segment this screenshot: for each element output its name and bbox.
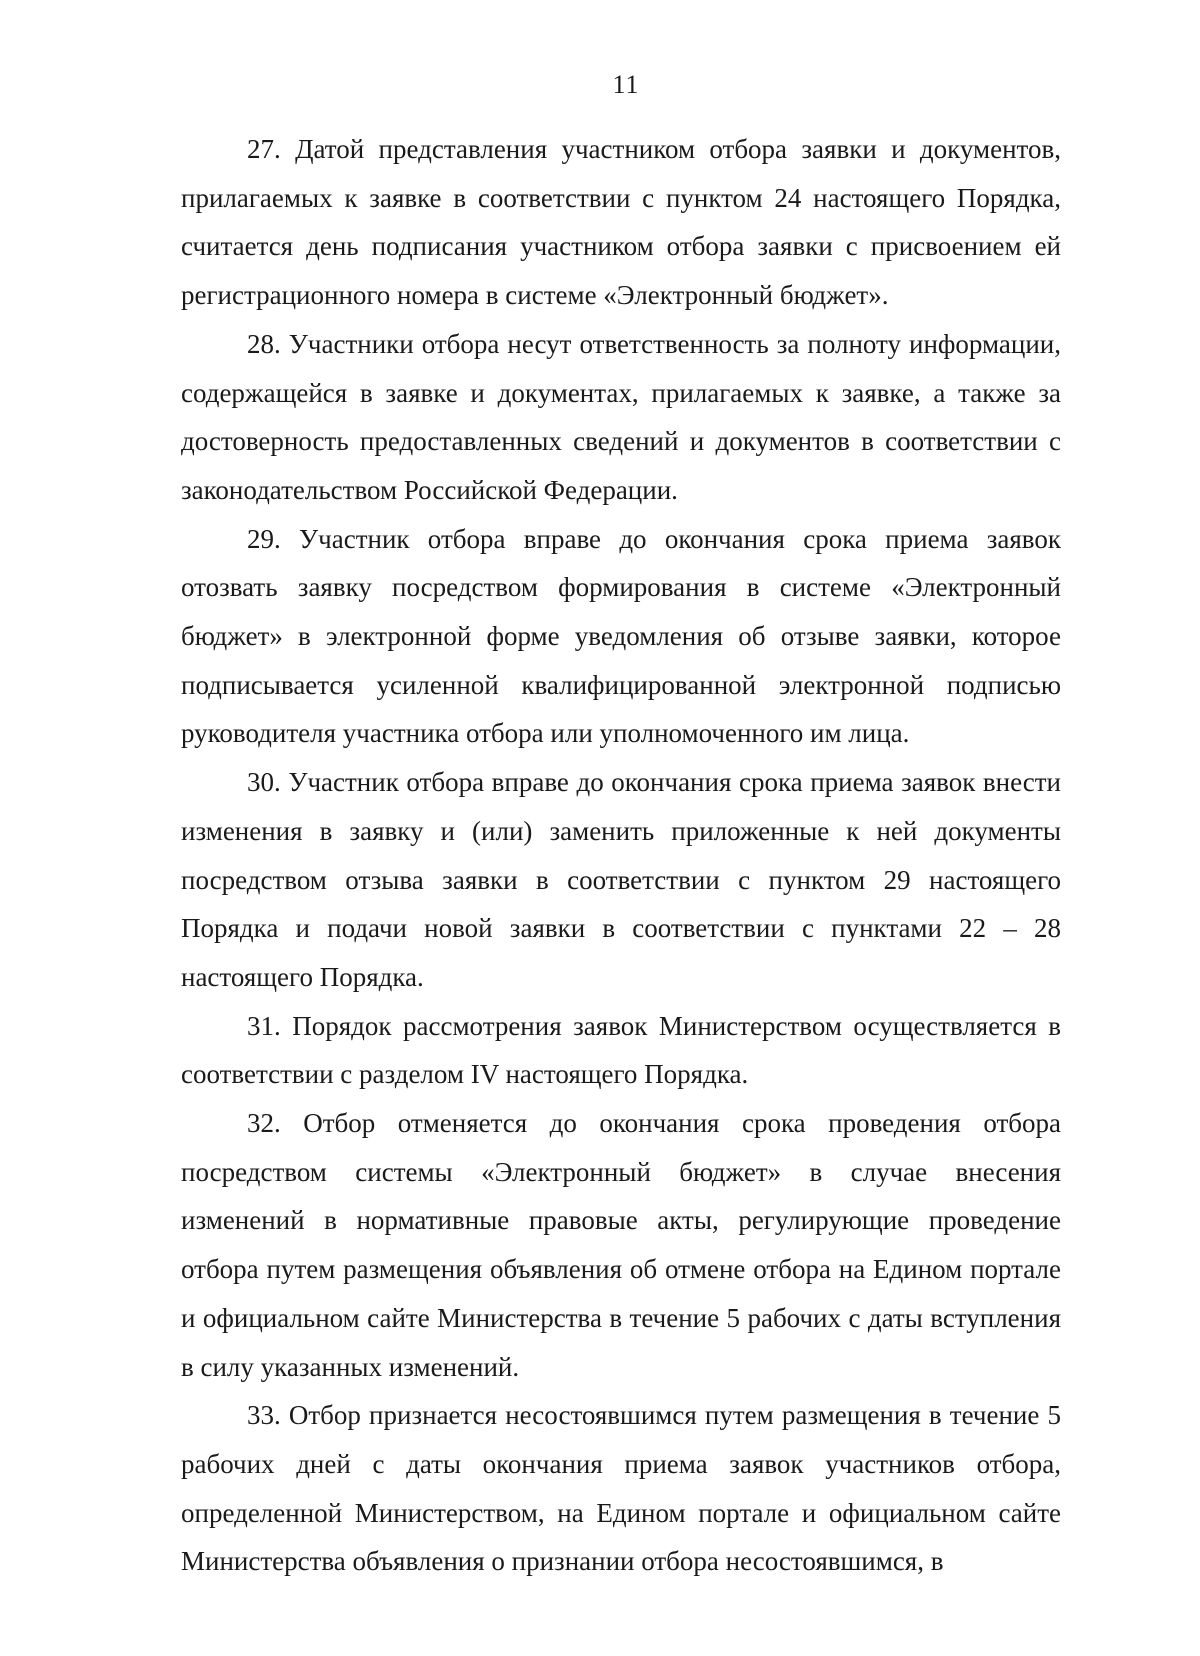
paragraph-31: 31. Порядок рассмотрения заявок Министерством осуществляется в соответствии с разделом IV настоящего Порядка.	[181, 1010, 1061, 1090]
paragraph-27: 27. Датой представления участником отбора заявки и документов, прилагаемых к заявке в соответствии с пунктом 24 настоящего Порядка, считается день подписания участником отбора заявки с присвоением ей регистрационного номера в системе «Электронный бюджет».	[181, 134, 1061, 311]
paragraph-33: 33. Отбор признается несостоявшимся путем размещения в течение 5 рабочих дней с даты окончания приема заявок участников отбора, определенной Министерством, на Едином портале и официальном сайте Министерства объявления о признании отбора несостоявшимся, в	[181, 1400, 1061, 1577]
paragraph-28: 28. Участники отбора несут ответственность за полноту информации, содержащейся в заявке и документах, прилагаемых к заявке, а также за достоверность предоставленных сведений и документов в соответствии с законодательством Российской Федерации.	[181, 328, 1061, 505]
document-body	[181, 125, 1061, 1586]
paragraph-29: 29. Участник отбора вправе до окончания срока приема заявок отозвать заявку посредством формирования в системе «Электронный бюджет» в электронной форме уведомления об отзыве заявки, которое подписывается усиленной квалифицированной электронной подписью руководителя участника отбора или уполномоченного им лица.	[181, 523, 1061, 749]
page-number: 11	[612, 70, 640, 99]
paragraph-32: 32. Отбор отменяется до окончания срока проведения отбора посредством системы «Электронный бюджет» в случае внесения изменений в нормативные правовые акты, регулирующие проведение отбора путем размещения объявления об отмене отбора на Едином портале и официальном сайте Министерства в течение 5 рабочих с даты вступления в силу указанных изменений.	[181, 1108, 1061, 1382]
paragraph-30: 30. Участник отбора вправе до окончания срока приема заявок внести изменения в заявку и (или) заменить приложенные к ней документы посредством отзыва заявки в соответствии с пунктом 29 настоящего Порядка и подачи новой заявки в соответствии с пунктами 22 – 28 настоящего Порядка.	[181, 767, 1061, 992]
